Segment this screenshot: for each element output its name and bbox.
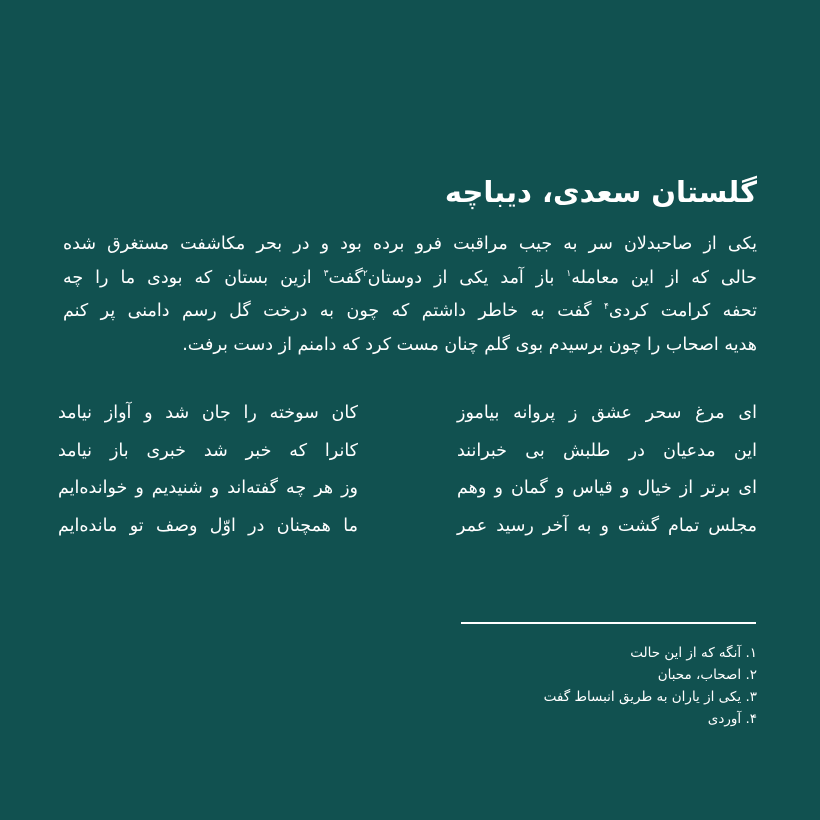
poem-hemistich: مجلس تمام گشت و به آخر رسید عمر: [457, 515, 757, 536]
prose-text: ازین بستان که بودی ما را چه: [63, 267, 324, 288]
footnote-text: اصحاب، محبان: [657, 667, 742, 683]
prose-line-2: [63, 262, 757, 296]
poem-hemistich: کانرا که خبر شد خبری باز نیامد: [58, 440, 358, 461]
poem-hemistich: کان سوخته را جان شد و آواز نیامد: [58, 403, 358, 423]
prose-paragraph: [63, 228, 757, 362]
poem-first-hemistichs: [457, 395, 757, 545]
poem-hemistich: وز هر چه گفته‌اند و شنیدیم و خوانده‌ایم: [58, 478, 358, 498]
prose-text: یکی از صاحبدلان سر به جیب مراقبت فرو برده بود و در بحر مکاشفت مستغرق شده: [63, 234, 757, 254]
footnote-ref-4[interactable]: ۴: [604, 302, 609, 312]
footnote-number: ۱.: [745, 645, 757, 661]
page-title: گلستان سعدی، دیباچه: [444, 175, 757, 209]
poem-hemistich: ای برتر از خیال و قیاس و گمان و وهم: [457, 478, 757, 498]
footnotes-list: [457, 642, 757, 730]
poem-hemistich: ای مرغ سحر عشق ز پروانه بیاموز: [457, 403, 757, 423]
footnote-number: ۴.: [745, 711, 757, 727]
prose-text: تحفه کرامت کردی: [608, 301, 757, 321]
footnote-ref-2[interactable]: ۲: [362, 268, 368, 279]
prose-line-4: [63, 329, 757, 363]
prose-text: گفت به خاطر داشتم که چون به درخت گل رسم دامنی پر کنم: [63, 301, 605, 321]
footnote-number: ۲.: [745, 667, 757, 683]
footnote-item-4: [457, 708, 757, 730]
footnote-text: آوردی: [707, 711, 742, 727]
poem-second-hemistichs: [58, 395, 358, 545]
prose-line-3: [63, 295, 757, 329]
prose-text: حالی که از این معامله: [571, 267, 757, 288]
footnote-text: آنگه که از این حالت: [630, 645, 742, 661]
footnote-number: ۳.: [745, 689, 757, 705]
footnote-ref-3[interactable]: ۳: [323, 268, 329, 279]
poem-hemistich: ما همچنان در اوّل وصف تو مانده‌ایم: [58, 515, 358, 536]
footnote-item-1: [457, 642, 757, 664]
footnote-item-3: [457, 686, 757, 708]
poem-hemistich: این مدعیان در طلبش بی خبرانند: [457, 440, 757, 461]
prose-text: هدیه اصحاب را چون برسیدم بوی گلم چنان مست کرد که دامنم از دست برفت.: [182, 334, 757, 355]
prose-text: گفت: [328, 267, 363, 288]
prose-text: باز آمد یکی از دوستان: [367, 267, 567, 288]
footnote-divider: [461, 622, 756, 624]
footnote-item-2: [457, 664, 757, 686]
footnote-ref-1[interactable]: ۱: [566, 268, 572, 279]
prose-line-1: [63, 228, 757, 262]
footnote-text: یکی از یاران به طریق انبساط گفت: [543, 689, 742, 705]
